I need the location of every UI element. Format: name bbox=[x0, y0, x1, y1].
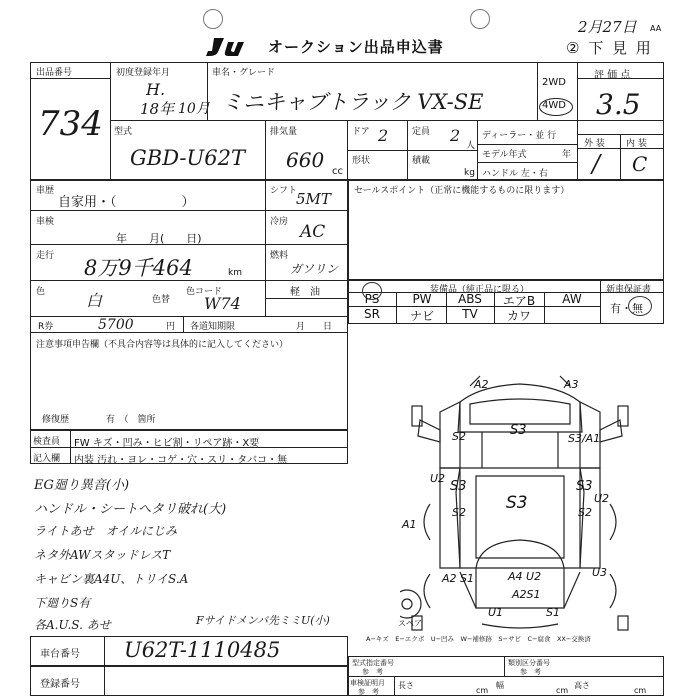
exterior-grade: / bbox=[592, 150, 601, 178]
mark-a4u2-rear: A4 U2 bbox=[508, 570, 542, 583]
mark-s2-mid-left: S2 bbox=[452, 506, 466, 519]
equip-leather: カワ bbox=[506, 309, 531, 323]
mark-s2-left: S2 bbox=[452, 430, 466, 443]
spare-label: スペア bbox=[398, 619, 422, 628]
cert-label: 車検証明月 bbox=[350, 679, 385, 687]
remark-2: ハンドル・シートへタリ破れ(大) bbox=[34, 502, 227, 517]
ju-logo bbox=[204, 36, 262, 58]
exterior-label: 外 装 bbox=[584, 139, 605, 149]
inspection-label: 車検 bbox=[36, 217, 55, 227]
score-value: 3.5 bbox=[596, 88, 641, 121]
recycle-label: R券 bbox=[38, 322, 54, 332]
fuel-label: 燃料 bbox=[270, 251, 289, 261]
color-code-value: W74 bbox=[204, 294, 241, 313]
vehicle-type-label: 車歴 bbox=[36, 186, 55, 196]
load-label: 積載 bbox=[412, 156, 431, 166]
doors-label: ドア bbox=[352, 127, 370, 137]
nox-value: 月 日 bbox=[296, 322, 333, 332]
fuel-value: ガソリン bbox=[290, 262, 339, 276]
date-suffix: AA bbox=[650, 24, 662, 33]
notes-label: 注意事項申告欄（不具合内容等は具体的に記入してください） bbox=[36, 340, 289, 350]
height-label: 高さ bbox=[574, 681, 590, 690]
equip-aw: AW bbox=[562, 292, 582, 306]
remark-6: 下廻りS有 bbox=[34, 596, 91, 610]
mark-s2-mid-right: S2 bbox=[578, 506, 592, 519]
remark-4: ネタ外AWスタッドレスT bbox=[34, 548, 171, 562]
chassis-value: U62T-1110485 bbox=[124, 638, 281, 662]
mark-s1-rear: S1 bbox=[546, 606, 560, 619]
mark-s3-cab: S3 bbox=[510, 423, 527, 438]
recycle-unit: 円 bbox=[166, 322, 176, 332]
type-no-label: 型式指定番号 bbox=[352, 659, 394, 667]
doors-value: 2 bbox=[378, 126, 389, 145]
remark-3: ライトあせ オイルにじみ bbox=[34, 524, 178, 538]
remarks-area bbox=[30, 466, 360, 636]
shift-value: 5MT bbox=[296, 190, 331, 208]
copy-label: ② 下 見 用 bbox=[566, 39, 653, 57]
aircon-label: 冷房 bbox=[270, 217, 289, 227]
mark-u2-left: U2 bbox=[430, 472, 446, 485]
recycle-value: 5700 bbox=[98, 317, 134, 333]
length-label: 長さ bbox=[398, 681, 414, 690]
punch-hole-right bbox=[470, 9, 490, 29]
nox-label: 各道知期限 bbox=[190, 322, 236, 332]
model-label: 型式 bbox=[114, 127, 133, 137]
mark-a1-left: A1 bbox=[402, 518, 417, 531]
left-block bbox=[30, 180, 348, 430]
diagram-legend: A−キズ E−エクボ U−凹み W−補修跡 S−サビ C−腐食 XX−交換済 bbox=[366, 635, 591, 643]
header-date bbox=[578, 16, 637, 37]
interior-label: 内 装 bbox=[626, 139, 647, 149]
repair-value: 有 （ 箇所 bbox=[106, 415, 156, 425]
load-unit: kg bbox=[464, 168, 475, 178]
remark-7: 各A.U.S. あせ bbox=[34, 618, 111, 632]
mark-a2s1-left: A2 S1 bbox=[442, 572, 475, 585]
class-no-label: 類別区分番号 bbox=[508, 659, 550, 667]
punch-hole-left bbox=[203, 9, 223, 29]
type-no-ref: 参 考 bbox=[362, 668, 383, 676]
mark-s3a1-right: S3/A1 bbox=[568, 432, 601, 445]
mileage-label: 走行 bbox=[36, 251, 55, 261]
equip-abs: ABS bbox=[458, 292, 482, 306]
drive-2wd: 2WD bbox=[542, 77, 566, 88]
mark-u3-right: U3 bbox=[592, 566, 608, 579]
aircon-value: AC bbox=[300, 222, 326, 242]
displacement-unit: cc bbox=[332, 166, 343, 177]
ps-circle bbox=[362, 282, 382, 300]
equip-tv: TV bbox=[462, 307, 478, 321]
warranty-value: 有・無 bbox=[610, 302, 643, 315]
equip-ps: PS bbox=[364, 292, 380, 306]
color-value: 白 bbox=[86, 291, 103, 310]
mark-s3-bed: S3 bbox=[506, 493, 528, 513]
displacement-value: 660 bbox=[286, 148, 325, 172]
inspector-line-1: FW キズ・凹み・ヒビ割・リペア跡・X要 bbox=[74, 438, 260, 449]
equip-pw: PW bbox=[412, 292, 432, 306]
mark-a2s1-rear: A2S1 bbox=[512, 588, 541, 601]
drive-4wd: 4WD bbox=[542, 100, 566, 111]
first-reg-month: 10月 bbox=[178, 101, 210, 117]
model-year-label: モデル年式 bbox=[482, 150, 527, 160]
color-change-label: 色替 bbox=[152, 295, 171, 305]
cert-ref: 参 考 bbox=[358, 688, 379, 696]
reg-label: 登録番号 bbox=[40, 679, 80, 690]
color-label: 色 bbox=[36, 287, 46, 297]
vehicle-type-value: 自家用・（ ） bbox=[58, 195, 195, 210]
score-label: 評 価 点 bbox=[594, 70, 631, 81]
equip-navi: ナビ bbox=[409, 309, 434, 323]
color-code-label: 色コード bbox=[186, 287, 223, 297]
mark-a3-top: A3 bbox=[564, 378, 579, 391]
mark-s3-right: S3 bbox=[576, 479, 593, 494]
first-reg-year: 18年 bbox=[140, 100, 175, 118]
model-year-unit: 年 bbox=[562, 150, 572, 160]
inspection-value: 年 月( 日) bbox=[116, 232, 202, 245]
inspector-label: 検査員 bbox=[33, 437, 61, 447]
width-label: 幅 bbox=[496, 681, 504, 690]
dealer-label: ディーラー・並 行 bbox=[482, 131, 557, 141]
mark-u2-right: U2 bbox=[594, 492, 610, 505]
remark-5: キャビン裏A4U、トリイS.A bbox=[34, 572, 189, 586]
first-reg-era: H. bbox=[146, 80, 166, 99]
mileage-value: 8万9千464 bbox=[84, 256, 193, 280]
damage-diagram bbox=[400, 372, 680, 634]
class-no-ref: 参 考 bbox=[520, 668, 541, 676]
inspector-label-2: 記入欄 bbox=[33, 454, 61, 464]
equipment-label: 装備品（純正品に限る） bbox=[430, 285, 530, 295]
width-unit: cm bbox=[556, 686, 569, 695]
handle-label: ハンドル 左・右 bbox=[482, 169, 548, 179]
lot-no-label: 出品番号 bbox=[36, 68, 73, 78]
height-unit: cm bbox=[634, 686, 647, 695]
inspector-line-2: 内装 汚れ・ヨレ・コゲ・穴・スリ・タバコ・無 bbox=[74, 455, 288, 466]
shift-label: シフト bbox=[270, 186, 298, 196]
warranty-label: 新車保証書 bbox=[606, 285, 652, 295]
mileage-unit: km bbox=[228, 268, 242, 278]
displacement-label: 排気量 bbox=[270, 127, 298, 137]
mark-s3-left: S3 bbox=[450, 479, 467, 494]
shape-label: 形状 bbox=[352, 156, 371, 166]
remark-1: EG廻り異音(小) bbox=[34, 478, 130, 493]
date-value: 2月27日 bbox=[578, 18, 637, 36]
lot-no-value: 734 bbox=[38, 104, 103, 144]
chassis-label: 車台番号 bbox=[40, 649, 80, 660]
mark-a2-top: A2 bbox=[474, 378, 489, 391]
equip-airbag: エアB bbox=[502, 294, 536, 308]
warranty-circle bbox=[628, 296, 652, 316]
sales-label: セールスポイント（正常に機能するものに限ります） bbox=[354, 186, 570, 196]
length-unit: cm bbox=[476, 686, 489, 695]
capacity-unit: 人 bbox=[466, 141, 476, 151]
mark-u1-rear: U1 bbox=[488, 606, 504, 619]
repair-label: 修復歴 bbox=[42, 415, 70, 425]
first-reg-label: 初度登録年月 bbox=[116, 68, 171, 78]
equip-sr: SR bbox=[364, 307, 380, 321]
remark-8: Fサイドメンバ先ミミU(小) bbox=[196, 614, 330, 627]
car-name-value: ミニキャブトラック VX-SE bbox=[222, 90, 484, 114]
capacity-label: 定員 bbox=[412, 127, 431, 137]
car-name-label: 車名・グレード bbox=[212, 68, 276, 78]
interior-grade: C bbox=[632, 152, 648, 176]
capacity-value: 2 bbox=[450, 126, 461, 145]
light-oil: 軽 油 bbox=[290, 287, 320, 298]
form-title: オークション出品申込書 bbox=[268, 38, 444, 56]
model-value: GBD-U62T bbox=[130, 146, 245, 170]
